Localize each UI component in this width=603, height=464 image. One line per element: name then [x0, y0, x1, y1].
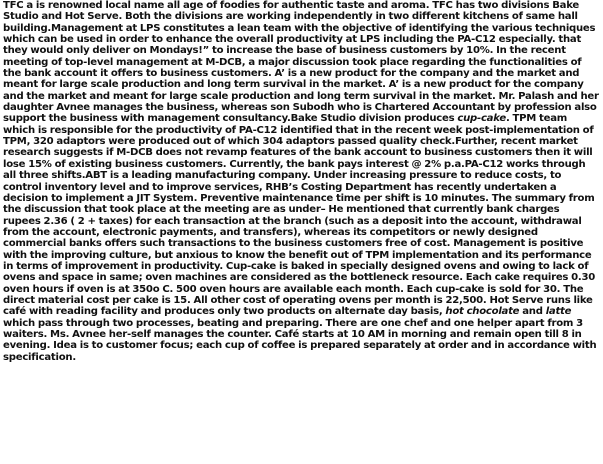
- text-segment-latte: latte: [545, 306, 572, 318]
- text-segment-2: . TPM team which is responsible for the productivity of PA-C12 identified that in the recent week post-implementation of TPM, 320 adaptors were produced out of which 304 adaptors passed quality check.Further, recent market research suggests if M-DCB does not revamp features of the bank account to business customers then it will lose 15% of existing business customers. Currently, the bank pays interest @ 2% p.a.PA-C12 works through all three shifts.ABT is a leading manufacturing company. Under increasing pressure to reduce costs, to control inventory level and to improve services, RHB’s Costing Department has recently undertaken a decision to implement a JIT System. Preventive maintenance time per shift is 10 minutes. The summary from the discussion that took place at the meeting are as under– He mentioned that currently bank charges rupees 2.36 ( 2 + taxes) for each transaction at the branch (such as a deposit into the account, withdrawal from the account, electronic payments, and transfers), whereas its competitors or newly designed commercial banks offers such transactions to the business customers free of cost. Management is positive with the improving culture, but anxious to know the benefit out of TPM implementation and its performance in terms of improvement in productivity. Cup-cake is baked in specially designed ovens and owing to lack of ovens and space in same; oven machines are considered as the bottleneck resource. Each cake requires 0.30 oven hours if oven is at 350o C. 500 oven hours are available each month. Each cup-cake is sold for 30. The direct material cost per cake is 15. All other cost of operating ovens per month is 22,500. Hot Serve runs like café with reading facility and produces only two products on alternate day basis,: [3, 113, 596, 318]
- text-segment-4: which pass through two processes, beating and preparing. There are one chef and one helper apart from 3 waiters. Ms. Avnee her-self manages the counter. Café starts at 10 AM in morning and remain open till 8 in evening. Idea is to customer focus; each cup of coffee is prepared separately at order and in accordance with specification.: [3, 317, 597, 363]
- document-page: [3, 0, 599, 464]
- text-segment-hot-chocolate: hot chocolate: [445, 306, 520, 318]
- case-study-paragraph: [3, 0, 599, 363]
- text-segment-1: TFC a is renowned local name all age of foodies for authentic taste and aroma. TFC has two divisions Bake Studio and Hot Serve. Both the divisions are working independently in two different kitchens of same hall building.Management at LPS constitutes a lean team with the objective of identifying the various techniques which can be used in order to enhance the overall productivity at LPS including the PA-C12 especially. that they would only deliver on Mondays!” to increase the base of business customers by 10%. In the recent meeting of top-level management at M-DCB, a major discussion took place regarding the functionalities of the bank account it offers to business customers. A’ is a new product for the company and the market and meant for large scale production and long term survival in the market. A’ is a new product for the company and the market and meant for large scale production and long term survival in the market. Mr. Palash and her daughter Avnee manages the business, whereas son Subodh who is Chartered Accountant by profession also support the business with management consultancy.Bake Studio division produces: [3, 0, 599, 125]
- text-segment-3: and: [519, 306, 546, 318]
- text-segment-cup-cake: cup-cake: [457, 113, 506, 125]
